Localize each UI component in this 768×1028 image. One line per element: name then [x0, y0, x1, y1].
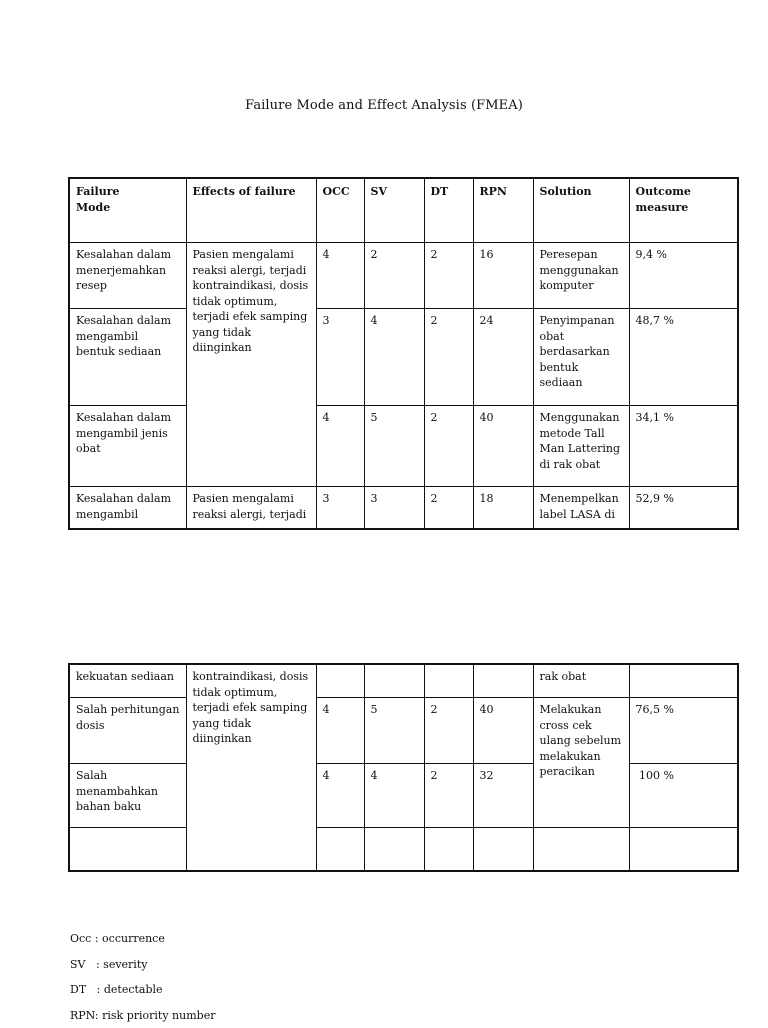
cell-outcome: 52,9 % — [629, 487, 738, 530]
table-row — [69, 698, 738, 764]
cell-sv: 5 — [364, 698, 424, 764]
fmea-table-part-1 — [68, 177, 739, 530]
cell-sv: 5 — [364, 406, 424, 487]
cell-outcome: 76,5 % — [629, 698, 738, 764]
cell-dt — [424, 828, 473, 872]
cell-failure-mode: Kesalahan dalam mengambil bentuk sediaan — [69, 309, 186, 406]
cell-outcome — [629, 828, 738, 872]
fmea-table-part-2 — [68, 663, 739, 872]
cell-occ: 4 — [316, 764, 364, 828]
cell-rpn: 40 — [473, 406, 533, 487]
cell-dt: 2 — [424, 406, 473, 487]
header-effects: Effects of failure — [186, 178, 316, 243]
cell-sv — [364, 828, 424, 872]
cell-solution: Menggunakan metode Tall Man Lattering di rak obat — [533, 406, 629, 487]
cell-solution: Peresepan menggunakan komputer — [533, 243, 629, 309]
header-sv: SV — [364, 178, 424, 243]
header-occ: OCC — [316, 178, 364, 243]
cell-outcome: 9,4 % — [629, 243, 738, 309]
cell-rpn: 24 — [473, 309, 533, 406]
cell-rpn: 16 — [473, 243, 533, 309]
cell-sv: 4 — [364, 764, 424, 828]
table-row — [69, 243, 738, 309]
cell-occ: 3 — [316, 309, 364, 406]
header-row — [69, 178, 738, 243]
cell-rpn — [473, 828, 533, 872]
cell-occ: 4 — [316, 406, 364, 487]
cell-rpn: 32 — [473, 764, 533, 828]
note-dt: DT : detectable — [70, 977, 215, 1003]
cell-failure-mode — [69, 828, 186, 872]
cell-solution: rak obat — [533, 664, 629, 698]
cell-solution — [533, 828, 629, 872]
header-solution: Solution — [533, 178, 629, 243]
table-row — [69, 406, 738, 487]
cell-solution: Penyimpanan obat berdasarkan bentuk sediaan — [533, 309, 629, 406]
cell-occ — [316, 664, 364, 698]
cell-failure-mode: kekuatan sediaan — [69, 664, 186, 698]
header-outcome: Outcome measure — [629, 178, 738, 243]
cell-occ: 4 — [316, 698, 364, 764]
cell-dt: 2 — [424, 243, 473, 309]
table-row — [69, 764, 738, 828]
cell-outcome: 34,1 % — [629, 406, 738, 487]
table-row — [69, 309, 738, 406]
header-rpn: RPN — [473, 178, 533, 243]
cell-outcome: 48,7 % — [629, 309, 738, 406]
cell-rpn: 40 — [473, 698, 533, 764]
table-row — [69, 487, 738, 530]
cell-outcome — [629, 664, 738, 698]
cell-dt: 2 — [424, 764, 473, 828]
cell-solution: Menempelkan label LASA di — [533, 487, 629, 530]
cell-dt — [424, 664, 473, 698]
cell-effect-merged: kontraindikasi, dosis tidak optimum, terjadi efek samping yang tidak diinginkan — [186, 664, 316, 871]
note-sv: SV : severity — [70, 952, 215, 978]
header-dt: DT — [424, 178, 473, 243]
cell-occ: 4 — [316, 243, 364, 309]
table-row — [69, 828, 738, 872]
cell-sv: 2 — [364, 243, 424, 309]
cell-dt: 2 — [424, 698, 473, 764]
cell-effect: Pasien mengalami reaksi alergi, terjadi — [186, 487, 316, 530]
cell-sv — [364, 664, 424, 698]
table-row — [69, 664, 738, 698]
cell-solution-merged: Melakukan cross cek ulang sebelum melakukan peracikan — [533, 698, 629, 828]
cell-failure-mode: Kesalahan dalam mengambil jenis obat — [69, 406, 186, 487]
cell-failure-mode: Kesalahan dalam mengambil — [69, 487, 186, 530]
cell-effect-merged: Pasien mengalami reaksi alergi, terjadi kontraindikasi, dosis tidak optimum, terjadi efek samping yang tidak diinginkan — [186, 243, 316, 487]
cell-occ — [316, 828, 364, 872]
cell-failure-mode: Kesalahan dalam menerjemahkan resep — [69, 243, 186, 309]
note-occ: Occ : occurrence — [70, 926, 215, 952]
document-title: Failure Mode and Effect Analysis (FMEA) — [0, 98, 768, 113]
cell-dt: 2 — [424, 309, 473, 406]
cell-occ: 3 — [316, 487, 364, 530]
cell-outcome: 100 % — [629, 764, 738, 828]
cell-failure-mode: Salah menambahkan bahan baku — [69, 764, 186, 828]
legend-notes — [70, 926, 215, 1028]
cell-dt: 2 — [424, 487, 473, 530]
cell-rpn — [473, 664, 533, 698]
note-rpn: RPN: risk priority number — [70, 1003, 215, 1028]
header-failure-mode: Failure Mode — [69, 178, 186, 243]
cell-sv: 4 — [364, 309, 424, 406]
cell-rpn: 18 — [473, 487, 533, 530]
cell-failure-mode: Salah perhitungan dosis — [69, 698, 186, 764]
cell-sv: 3 — [364, 487, 424, 530]
